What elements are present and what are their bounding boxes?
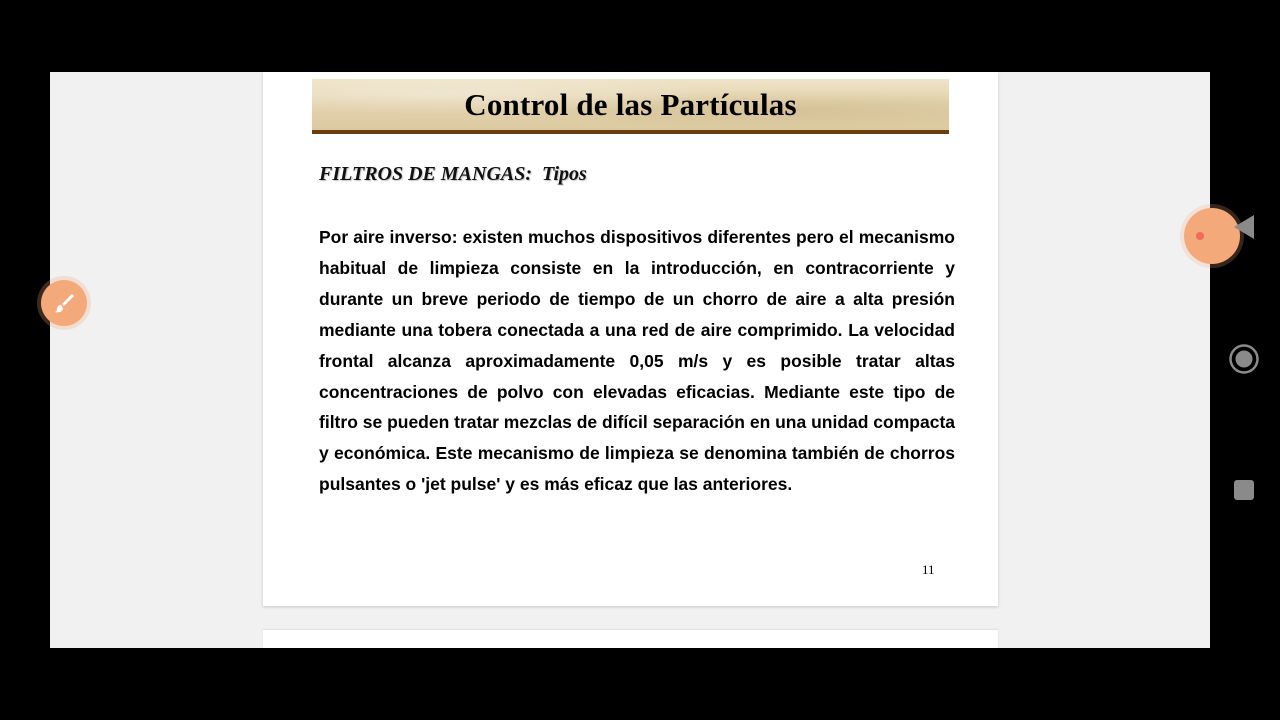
navigation-bar — [1210, 0, 1280, 720]
edit-floating-button[interactable] — [41, 280, 87, 326]
recent-apps-button[interactable] — [1227, 473, 1261, 507]
body-paragraph: Por aire inverso: existen muchos dispositivos diferentes pero el mecanismo habitual de limpieza consiste en la introducción, en contracorriente y durante un breve periodo de tiempo de un chorro de aire a alta presión mediante una tobera conectada a una red de aire comprimido. La velocidad frontal alcanza aproximadamente 0,05 m/s y es posible tratar altas concentraciones de polvo con elevadas eficacias. Mediante este tipo de filtro se pueden tratar mezclas de difícil separación en una unidad compacta y económica. Este mecanismo de limpieza se denomina también de chorros pulsantes o 'jet pulse' y es más eficaz que las anteriores. — [319, 227, 956, 495]
back-button[interactable] — [1227, 210, 1261, 244]
next-page-edge — [263, 630, 998, 648]
home-button[interactable] — [1227, 342, 1261, 376]
indicator-dot-icon — [1196, 232, 1204, 240]
recent-square-icon — [1232, 478, 1256, 502]
title-banner — [312, 79, 949, 134]
page-title: Control de las Partículas — [464, 86, 797, 122]
home-circle-icon — [1228, 343, 1260, 375]
document-page — [263, 72, 998, 606]
section-subtitle: FILTROS DE MANGAS: Tipos — [319, 163, 587, 185]
back-triangle-icon — [1231, 213, 1257, 241]
document-viewer[interactable] — [50, 72, 1210, 648]
page-number: 11 — [922, 562, 935, 577]
brush-icon — [53, 292, 75, 314]
